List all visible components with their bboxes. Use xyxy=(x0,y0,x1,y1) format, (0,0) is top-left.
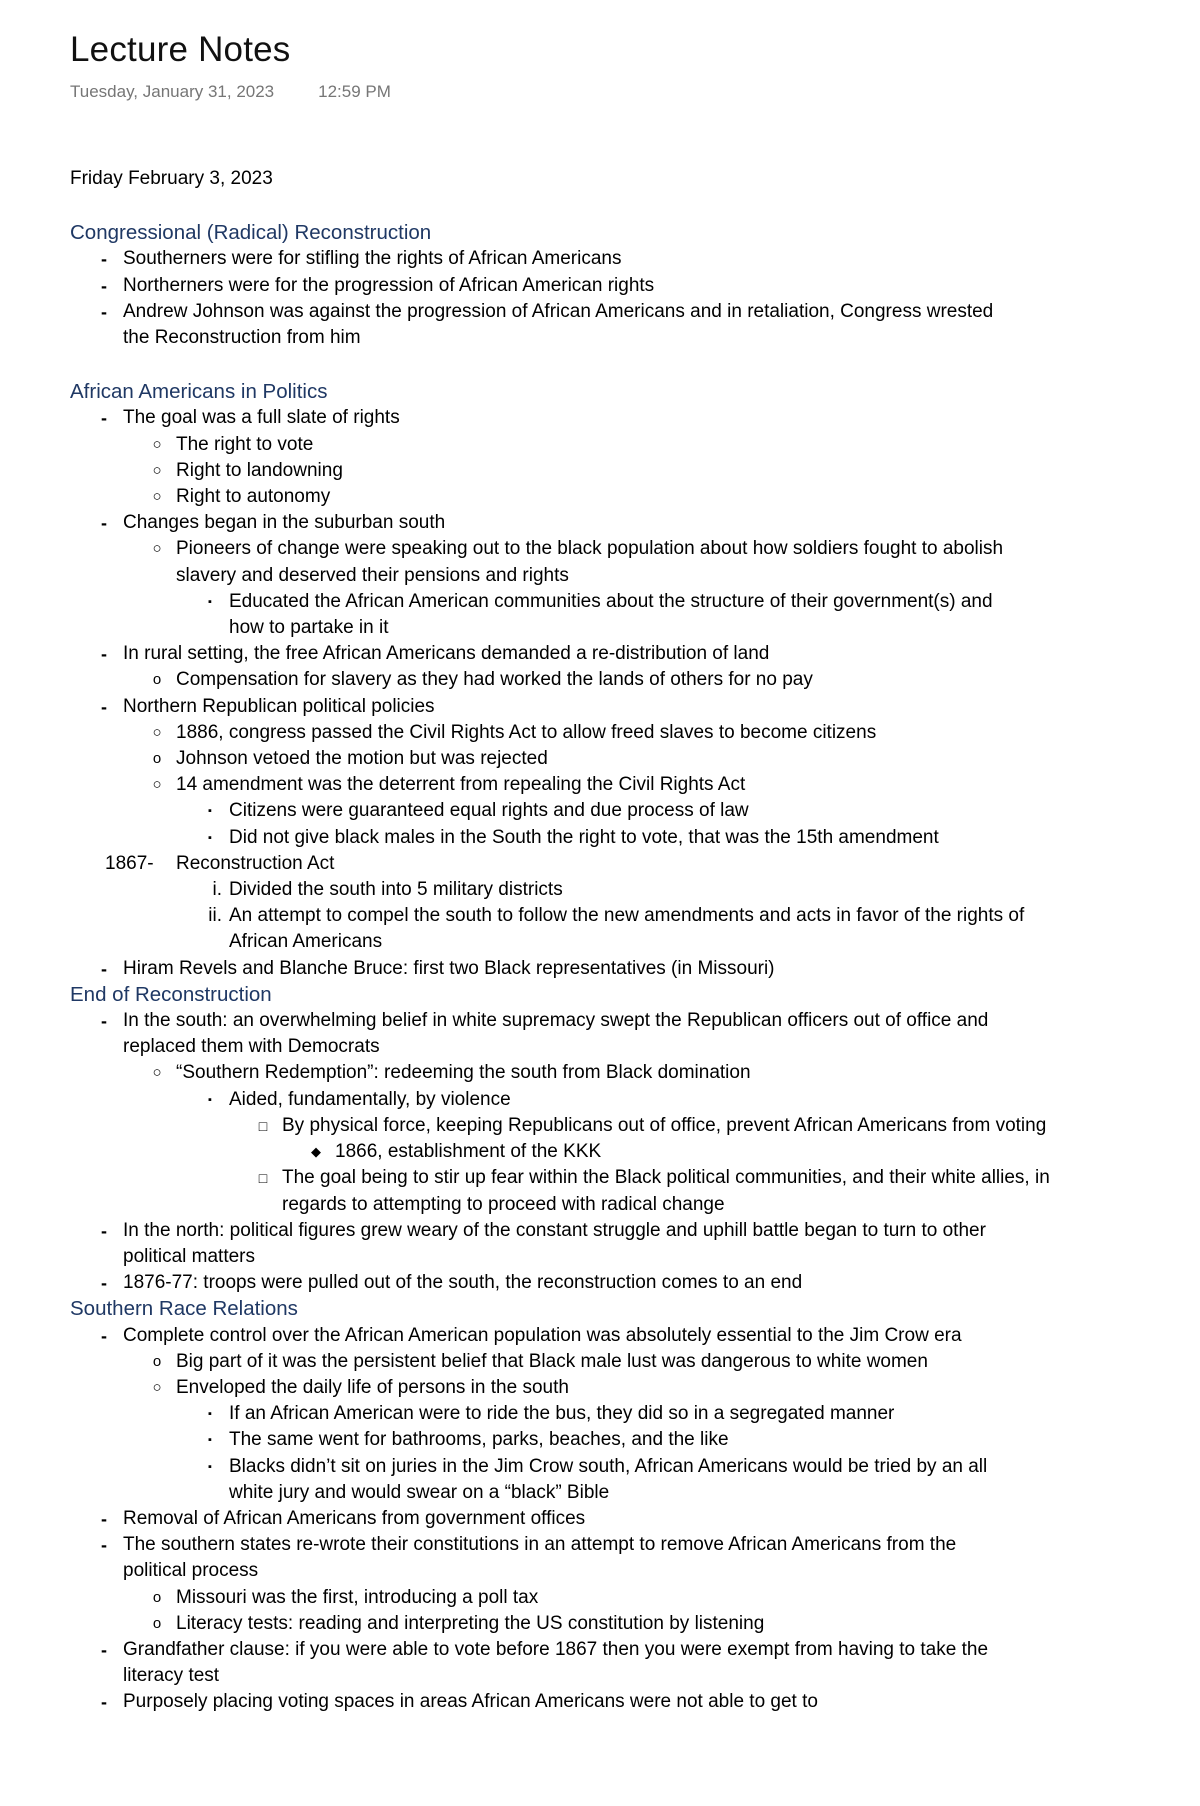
list-item[interactable] xyxy=(70,405,1130,431)
dash-bullet: - xyxy=(101,958,107,979)
list-item-text: An attempt to compel the south to follow the new amendments and acts in favor of the rights of African Americans xyxy=(229,905,1025,953)
list-item-text: Northerners were for the progression of African American rights xyxy=(123,274,655,296)
square-bullet: ▪ xyxy=(208,1408,212,1421)
list-item-text: Grandfather clause: if you were able to vote before 1867 then you were exempt from having to take the literacy test xyxy=(123,1638,989,1687)
outline xyxy=(70,220,1130,1715)
circle-bullet: o xyxy=(152,1352,162,1370)
list-item-text: The southern states re-wrote their constitutions in an attempt to remove African Americans from the political process xyxy=(123,1534,957,1582)
list-item[interactable] xyxy=(70,432,1130,458)
list-item-text: Citizens were guaranteed equal rights and due process of law xyxy=(229,800,749,822)
list-item-text: Southerners were for stifling the rights of African Americans xyxy=(123,248,622,270)
list-marker: 1867- xyxy=(105,852,154,874)
list-item[interactable] xyxy=(70,1323,1130,1349)
list-item-text: Educated the African American communities about the structure of their government(s) and how to partake in it xyxy=(229,590,993,639)
square-bullet: ▪ xyxy=(208,1434,212,1447)
dash-bullet: - xyxy=(101,644,107,665)
list-item-text: If an African American were to ride the bus, they did so in a segregated manner xyxy=(229,1403,895,1425)
list-item[interactable] xyxy=(70,1165,1130,1217)
note-body[interactable] xyxy=(70,166,1130,1716)
page-timestamp xyxy=(70,82,391,102)
list-item[interactable] xyxy=(70,1349,1130,1375)
list-item-text: Purposely placing voting spaces in areas African Americans were not able to get to xyxy=(123,1691,818,1713)
list-item[interactable] xyxy=(70,246,1130,272)
list-item[interactable] xyxy=(70,1585,1130,1611)
list-item[interactable] xyxy=(70,1218,1130,1270)
square-bullet: ▪ xyxy=(208,595,212,608)
list-item[interactable] xyxy=(70,798,1130,824)
circle-bullet: ○ xyxy=(152,1064,162,1082)
list-item-text: Big part of it was the persistent belief that Black male lust was dangerous to white women xyxy=(176,1350,928,1372)
circle-bullet: o xyxy=(152,1614,162,1632)
list-item[interactable] xyxy=(70,1139,1130,1165)
section-heading[interactable]: Congressional (Radical) Reconstruction xyxy=(70,221,432,245)
dash-bullet: - xyxy=(101,1220,107,1241)
list-item[interactable] xyxy=(70,1689,1130,1715)
list-item-text: Hiram Revels and Blanche Bruce: first two Black representatives (in Missouri) xyxy=(123,957,775,979)
dash-bullet: - xyxy=(101,1692,107,1713)
list-item-text: Enveloped the daily life of persons in the south xyxy=(176,1376,569,1398)
list-item[interactable] xyxy=(70,1454,1130,1506)
list-item-text: 14 amendment was the deterrent from repealing the Civil Rights Act xyxy=(176,774,746,796)
list-item-text: 1886, congress passed the Civil Rights Act to allow freed slaves to become citizens xyxy=(176,721,877,743)
list-item[interactable] xyxy=(70,1611,1130,1637)
created-time: 12:59 PM xyxy=(318,82,391,101)
list-item[interactable] xyxy=(70,877,1130,903)
list-item[interactable] xyxy=(70,1060,1130,1086)
list-marker: ii. xyxy=(208,905,222,927)
dash-bullet: - xyxy=(101,1508,107,1529)
list-item-text: Did not give black males in the South the right to vote, that was the 15th amendment xyxy=(229,826,939,848)
blank-line xyxy=(70,351,1130,374)
created-date: Tuesday, January 31, 2023 xyxy=(70,82,275,101)
dash-bullet: - xyxy=(101,275,107,296)
square-bullet: ▪ xyxy=(208,1093,212,1106)
list-item[interactable] xyxy=(70,1401,1130,1427)
list-item[interactable] xyxy=(70,1637,1130,1689)
list-item-text: Compensation for slavery as they had worked the lands of others for no pay xyxy=(176,669,813,691)
section-heading[interactable]: African Americans in Politics xyxy=(70,380,328,404)
list-item-text: Blacks didn’t sit on juries in the Jim Crow south, African Americans would be tried by an all white jury and would swear on a “black” Bible xyxy=(229,1455,988,1503)
list-item-text: Literacy tests: reading and interpreting the US constitution by listening xyxy=(176,1612,765,1634)
date-line[interactable]: Friday February 3, 2023 xyxy=(70,168,273,189)
circle-bullet: o xyxy=(152,1588,162,1606)
circle-bullet: ○ xyxy=(152,435,162,453)
list-item[interactable] xyxy=(70,1427,1130,1453)
circle-bullet: ○ xyxy=(152,488,162,506)
list-item-text: Reconstruction Act xyxy=(176,852,335,874)
list-item-text: “Southern Redemption”: redeeming the south from Black domination xyxy=(176,1062,751,1084)
list-item[interactable] xyxy=(70,956,1130,982)
list-item[interactable] xyxy=(70,720,1130,746)
dash-bullet: - xyxy=(101,1273,107,1294)
list-item[interactable] xyxy=(70,536,1130,588)
list-item[interactable] xyxy=(70,1506,1130,1532)
list-item-text: Removal of African Americans from government offices xyxy=(123,1507,586,1529)
list-item[interactable] xyxy=(70,1270,1130,1296)
circle-bullet: o xyxy=(152,750,162,768)
list-item[interactable] xyxy=(70,825,1130,851)
list-item-text: In the north: political figures grew weary of the constant struggle and uphill battle began to turn to other political matters xyxy=(123,1219,986,1267)
list-item-text: Andrew Johnson was against the progression of African Americans and in retaliation, Congress wrested the Reconstruction from him xyxy=(123,300,994,348)
dash-bullet: - xyxy=(101,249,107,270)
list-item[interactable] xyxy=(70,458,1130,484)
square-bullet: ▪ xyxy=(208,805,212,818)
list-item[interactable] xyxy=(70,1087,1130,1113)
page-title[interactable]: Lecture Notes xyxy=(70,30,291,69)
list-item[interactable] xyxy=(70,851,1130,877)
list-item[interactable] xyxy=(70,510,1130,536)
blank-line xyxy=(70,192,1130,215)
list-item-text: 1866, establishment of the KKK xyxy=(335,1141,602,1163)
list-item-text: 1876-77: troops were pulled out of the south, the reconstruction comes to an end xyxy=(123,1272,803,1294)
list-item[interactable] xyxy=(70,1113,1130,1139)
circle-bullet: ○ xyxy=(152,1378,162,1396)
square-bullet: ▪ xyxy=(208,1460,212,1473)
list-item-text: In the south: an overwhelming belief in white supremacy swept the Republican officers out of office and replaced them with Democrats xyxy=(123,1010,989,1058)
list-item[interactable] xyxy=(70,903,1130,955)
list-item-text: In rural setting, the free African Americans demanded a re-distribution of land xyxy=(123,643,770,665)
hollow-square-bullet: □ xyxy=(258,1170,268,1187)
list-item-text: Complete control over the African American population was absolutely essential to the Jim Crow era xyxy=(123,1324,962,1346)
list-item[interactable] xyxy=(70,641,1130,667)
list-item[interactable] xyxy=(70,484,1130,510)
list-item-text: The same went for bathrooms, parks, beaches, and the like xyxy=(229,1429,729,1451)
section-heading[interactable]: Southern Race Relations xyxy=(70,1297,298,1321)
dash-bullet: - xyxy=(101,1639,107,1660)
dash-bullet: - xyxy=(101,513,107,534)
circle-bullet: ○ xyxy=(152,461,162,479)
dash-bullet: - xyxy=(101,1535,107,1556)
list-item-text: Northern Republican political policies xyxy=(123,695,435,717)
list-item-text: Johnson vetoed the motion but was rejected xyxy=(176,748,548,770)
dash-bullet: - xyxy=(101,1011,107,1032)
list-item-text: By physical force, keeping Republicans out of office, prevent African Americans from voting xyxy=(282,1114,1047,1136)
dash-bullet: - xyxy=(101,696,107,717)
list-item-text: Right to landowning xyxy=(176,459,343,481)
section-heading[interactable]: End of Reconstruction xyxy=(70,982,272,1006)
dash-bullet: - xyxy=(101,408,107,429)
list-item[interactable] xyxy=(70,1375,1130,1401)
list-item-text: Changes began in the suburban south xyxy=(123,512,446,534)
list-item[interactable] xyxy=(70,694,1130,720)
dash-bullet: - xyxy=(101,1325,107,1346)
list-item[interactable] xyxy=(70,273,1130,299)
circle-bullet: ○ xyxy=(152,723,162,741)
circle-bullet: o xyxy=(152,671,162,689)
list-item-text: The right to vote xyxy=(176,433,314,455)
list-item[interactable] xyxy=(70,1532,1130,1584)
square-bullet: ▪ xyxy=(208,831,212,844)
list-item[interactable] xyxy=(70,1008,1130,1060)
diamond-bullet: ◆ xyxy=(311,1144,321,1160)
list-item-text: Missouri was the first, introducing a poll tax xyxy=(176,1586,539,1608)
list-item-text: The goal being to stir up fear within the Black political communities, and their white allies, in regards to attempting to proceed with radical change xyxy=(282,1167,1050,1215)
list-item[interactable] xyxy=(70,299,1130,351)
dash-bullet: - xyxy=(101,301,107,322)
list-item-text: Divided the south into 5 military districts xyxy=(229,879,563,901)
list-item-text: Pioneers of change were speaking out to the black population about how soldiers fought to abolish slavery and deserved their pensions and rights xyxy=(176,538,1004,586)
circle-bullet: ○ xyxy=(152,776,162,794)
list-marker: i. xyxy=(212,879,222,901)
list-item-text: Right to autonomy xyxy=(176,486,331,508)
hollow-square-bullet: □ xyxy=(258,1117,268,1134)
list-item[interactable] xyxy=(70,667,1130,693)
list-item[interactable] xyxy=(70,589,1130,641)
list-item-text: The goal was a full slate of rights xyxy=(123,407,400,429)
circle-bullet: ○ xyxy=(152,540,162,558)
list-item-text: Aided, fundamentally, by violence xyxy=(229,1088,511,1110)
list-item[interactable] xyxy=(70,772,1130,798)
list-item[interactable] xyxy=(70,746,1130,772)
